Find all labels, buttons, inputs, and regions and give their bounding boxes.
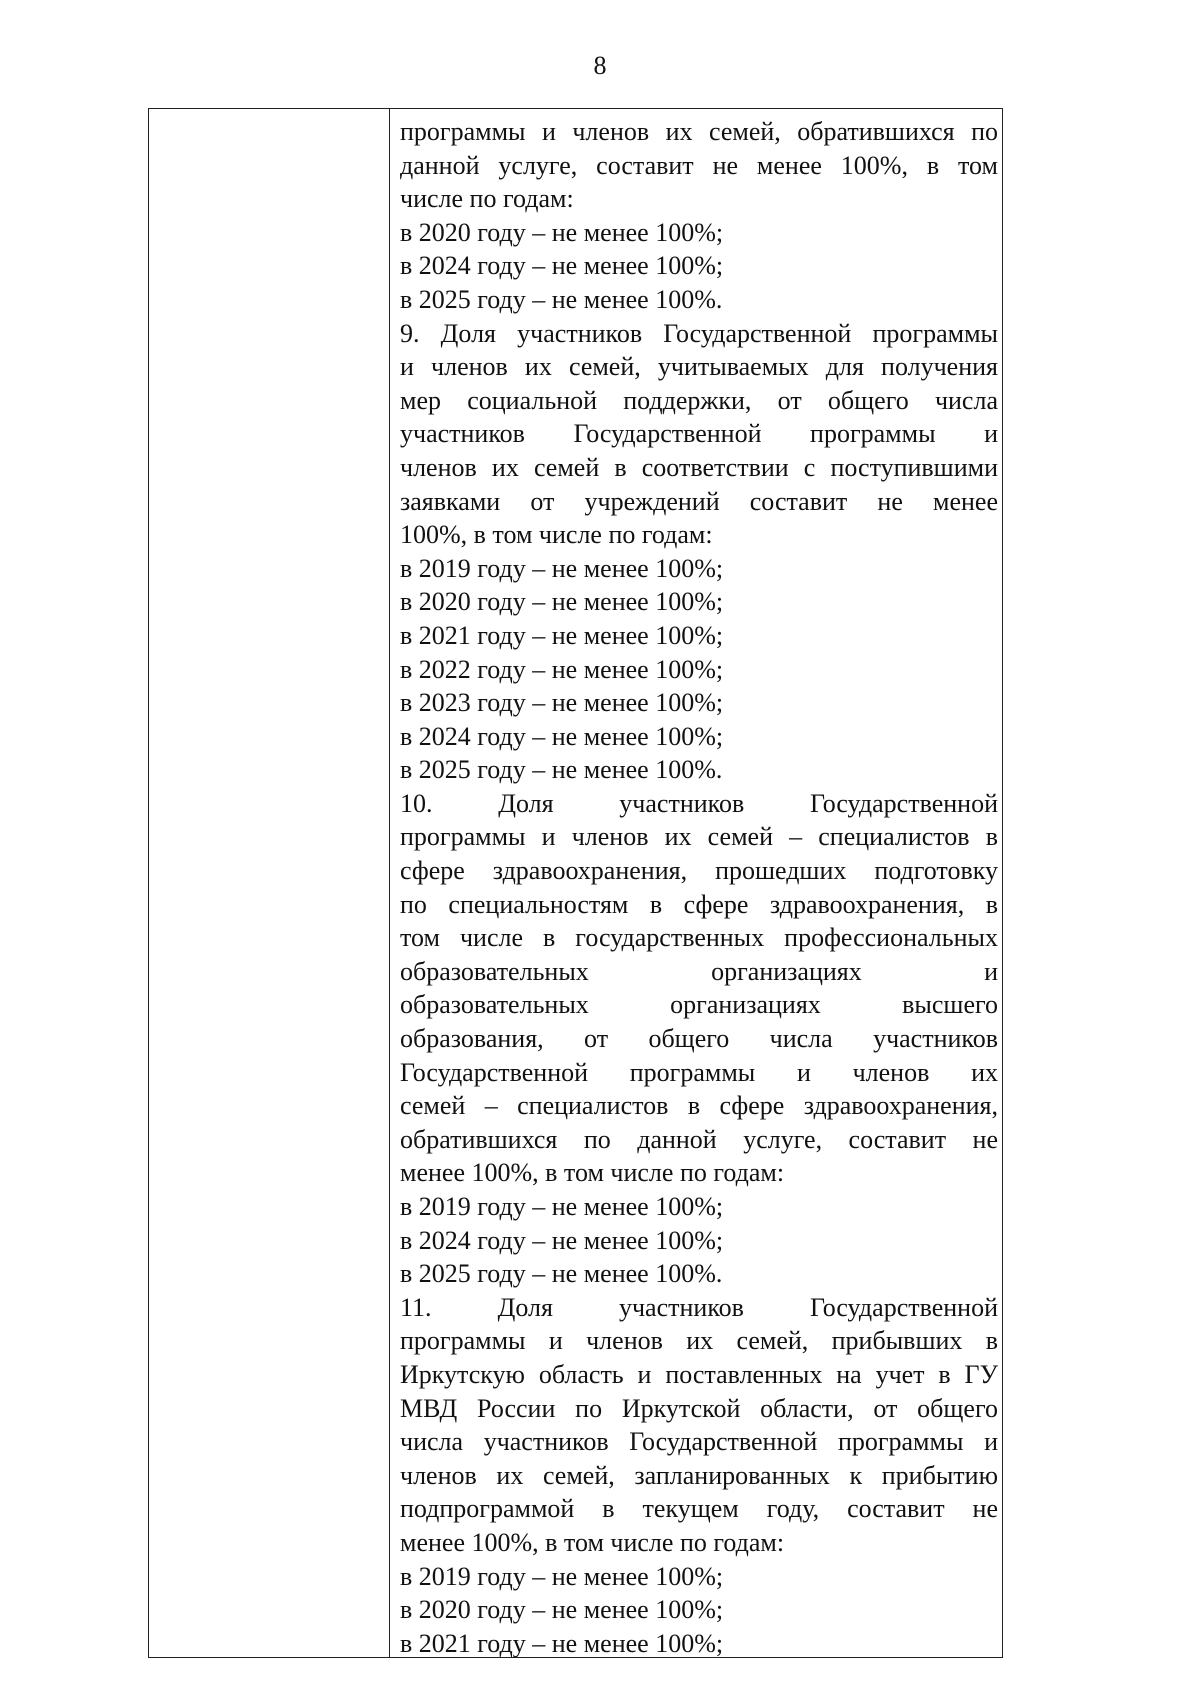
text-line: менее 100%, в том числе по годам: xyxy=(400,1158,785,1188)
text-line: в 2020 году – не менее 100%; xyxy=(400,1595,724,1625)
text-line: подпрограммой в текущем году, составит не xyxy=(400,1494,998,1524)
text-line: в 2022 году – не менее 100%; xyxy=(400,654,724,684)
text-line: менее 100%, в том числе по годам: xyxy=(400,1527,785,1557)
text-line: в 2019 году – не менее 100%; xyxy=(400,553,724,583)
text-line: сфере здравоохранения, прошедших подготовку xyxy=(400,856,998,886)
text-line: в 2021 году – не менее 100%; xyxy=(400,1628,724,1658)
text-line: семей – специалистов в сфере здравоохранения, xyxy=(400,1091,998,1121)
text-line: программы и членов их семей, обратившихся по xyxy=(400,117,998,146)
text-line: в 2024 году – не менее 100%; xyxy=(400,1225,724,1255)
text-line: в 2019 году – не менее 100%; xyxy=(400,1561,724,1591)
text-line: по специальностям в сфере здравоохранения, в xyxy=(400,889,998,919)
text-line: членов их семей в соответствии с поступившими xyxy=(400,452,998,482)
text-line: образовательных организациях и xyxy=(400,956,998,986)
text-line: в 2019 году – не менее 100%; xyxy=(400,1192,724,1221)
page-number: 8 xyxy=(593,51,607,80)
text-line: в 2025 году – не менее 100%. xyxy=(400,1259,723,1289)
text-line: в 2020 году – не менее 100%; xyxy=(400,217,724,247)
text-line: в 2021 году – не менее 100%; xyxy=(400,620,724,650)
table-left-cell xyxy=(149,109,390,1657)
text-line: Иркутскую область и поставленных на учет в ГУ xyxy=(400,1359,998,1389)
text-line: в 2024 году – не менее 100%; xyxy=(400,251,724,281)
text-line: мер социальной поддержки, от общего числа xyxy=(400,385,998,415)
text-line: 100%, в том числе по годам: xyxy=(400,520,713,550)
text-line: 10. Доля участников Государственной xyxy=(400,788,998,818)
text-line: в 2025 году – не менее 100%. xyxy=(400,284,723,314)
text-line: образования, от общего числа участников xyxy=(400,1024,998,1054)
table-right-cell xyxy=(390,109,1002,1657)
text-line: данной услуге, составит не менее 100%, в том xyxy=(400,150,998,180)
text-line: в 2020 году – не менее 100%; xyxy=(400,587,724,617)
text-line: обратившихся по данной услуге, составит не xyxy=(400,1124,998,1154)
text-line: 9. Доля участников Государственной программы xyxy=(400,318,998,348)
text-line: программы и членов их семей, прибывших в xyxy=(400,1326,998,1356)
text-line: участников Государственной программы и xyxy=(400,419,998,449)
text-line: программы и членов их семей – специалистов в xyxy=(400,822,998,852)
text-line: Государственной программы и членов их xyxy=(400,1057,998,1087)
text-line: членов их семей, запланированных к прибытию xyxy=(400,1460,998,1490)
text-line: числе по годам: xyxy=(400,184,574,214)
text-line: МВД России по Иркутской области, от общего xyxy=(400,1393,998,1423)
text-line: том числе в государственных профессиональных xyxy=(400,923,998,953)
text-line: образовательных организациях высшего xyxy=(400,990,998,1020)
text-line: в 2024 году – не менее 100%; xyxy=(400,721,724,751)
text-line: в 2023 году – не менее 100%; xyxy=(400,688,724,718)
text-line: в 2025 году – не менее 100%. xyxy=(400,755,723,785)
document-table xyxy=(148,108,1003,1658)
text-line: и членов их семей, учитываемых для получения xyxy=(400,352,998,382)
text-line: заявками от учреждений составит не менее xyxy=(400,486,998,516)
text-line: 11. Доля участников Государственной xyxy=(400,1292,998,1322)
text-line: числа участников Государственной программы и xyxy=(400,1427,998,1457)
